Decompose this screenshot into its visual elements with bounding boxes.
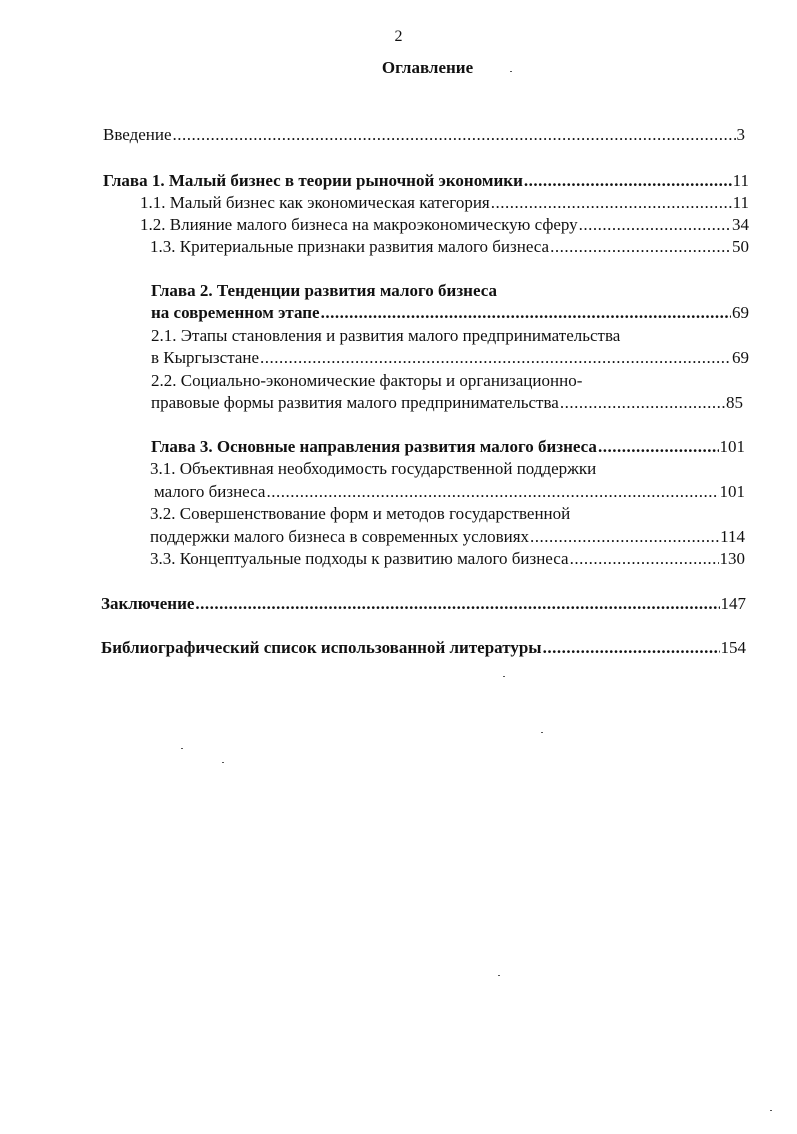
dot-leader [579, 214, 731, 236]
dot-leader [524, 170, 732, 192]
toc-section-3-3[interactable] [150, 548, 745, 570]
toc-entry-label: Глава 3. Основные направления развития малого бизнеса [151, 437, 597, 456]
scan-speck [498, 975, 500, 976]
toc-entry-label: Глава 1. Малый бизнес в теории рыночной экономики [103, 171, 523, 190]
toc-section-3-2-title[interactable]: 3.2. Совершенствование форм и методов государственной [150, 504, 571, 523]
toc-entry-label: 1.1. Малый бизнес как экономическая категория [140, 193, 490, 212]
toc-entry-label: в Кыргызстане [151, 348, 260, 367]
toc-entry-page: 101 [719, 482, 745, 501]
toc-entry-label: малого бизнеса [154, 482, 266, 501]
toc-entry-label: 3.3. Концептуальные подходы к развитию малого бизнеса [150, 549, 569, 568]
toc-entry-page: 11 [732, 171, 749, 190]
toc-section-3-1[interactable] [154, 481, 745, 503]
dot-leader [266, 481, 718, 503]
toc-section-1-2[interactable] [140, 214, 749, 236]
dot-leader [543, 637, 720, 659]
scan-speck [181, 748, 183, 749]
toc-entry-page: 85 [726, 393, 743, 412]
dot-leader [260, 347, 731, 369]
toc-entry-page: 101 [719, 437, 745, 456]
dot-leader [195, 593, 719, 615]
toc-section-3-2[interactable] [150, 526, 745, 548]
scan-speck [222, 762, 224, 763]
dot-leader [560, 392, 725, 414]
toc-chapter-2-title[interactable]: Глава 2. Тенденции развития малого бизнеса [151, 281, 497, 300]
toc-entry-page: 3 [736, 125, 745, 144]
dot-leader [570, 548, 719, 570]
toc-section-1-3[interactable] [150, 236, 749, 258]
scan-speck [541, 732, 543, 733]
dot-leader [491, 192, 732, 214]
toc-entry-bibliography[interactable] [101, 637, 746, 659]
toc-entry-label: Заключение [101, 594, 195, 613]
toc-chapter-1[interactable] [103, 170, 749, 192]
toc-entry-conclusion[interactable] [101, 593, 746, 615]
toc-section-2-1-title[interactable]: 2.1. Этапы становления и развития малого предпринимательства [151, 326, 621, 345]
toc-chapter-2[interactable] [151, 302, 749, 324]
toc-entry-page: 34 [732, 215, 749, 234]
toc-entry-label: правовые формы развития малого предпринимательства [151, 393, 559, 412]
scan-speck [503, 676, 505, 677]
toc-chapter-3[interactable] [151, 436, 745, 458]
toc-entry-label: 1.2. Влияние малого бизнеса на макроэкономическую сферу [140, 215, 578, 234]
page-number: 2 [394, 28, 403, 45]
toc-entry-label: поддержки малого бизнеса в современных условиях [150, 527, 530, 546]
toc-section-3-1-title[interactable]: 3.1. Объективная необходимость государственной поддержки [150, 459, 597, 478]
dot-leader [321, 302, 731, 324]
toc-entry-page: 147 [720, 594, 746, 613]
dot-leader [173, 124, 736, 146]
dot-leader [598, 436, 719, 458]
toc-entry-page: 130 [719, 549, 745, 568]
toc-entry-page: 50 [732, 237, 749, 256]
toc-section-2-1[interactable] [151, 347, 749, 369]
toc-section-2-2-title[interactable]: 2.2. Социально-экономические факторы и организационно- [151, 371, 583, 390]
toc-entry-intro[interactable] [103, 124, 745, 146]
toc-entry-page: 69 [732, 348, 749, 367]
toc-entry-page: 11 [732, 193, 749, 212]
toc-section-2-2[interactable] [151, 392, 743, 414]
scan-speck [770, 1110, 772, 1111]
toc-entry-label: Введение [103, 125, 172, 144]
scan-speck [510, 71, 512, 72]
toc-entry-label: Библиографический список использованной литературы [101, 638, 542, 657]
toc-entry-label: 1.3. Критериальные признаки развития малого бизнеса [150, 237, 550, 256]
dot-leader [550, 236, 731, 258]
dot-leader [530, 526, 719, 548]
toc-section-1-1[interactable] [140, 192, 749, 214]
toc-title: Оглавление [381, 58, 474, 77]
toc-entry-label: на современном этапе [151, 303, 320, 322]
toc-entry-page: 154 [720, 638, 746, 657]
toc-entry-page: 69 [732, 303, 749, 322]
toc-entry-page: 114 [720, 527, 745, 546]
